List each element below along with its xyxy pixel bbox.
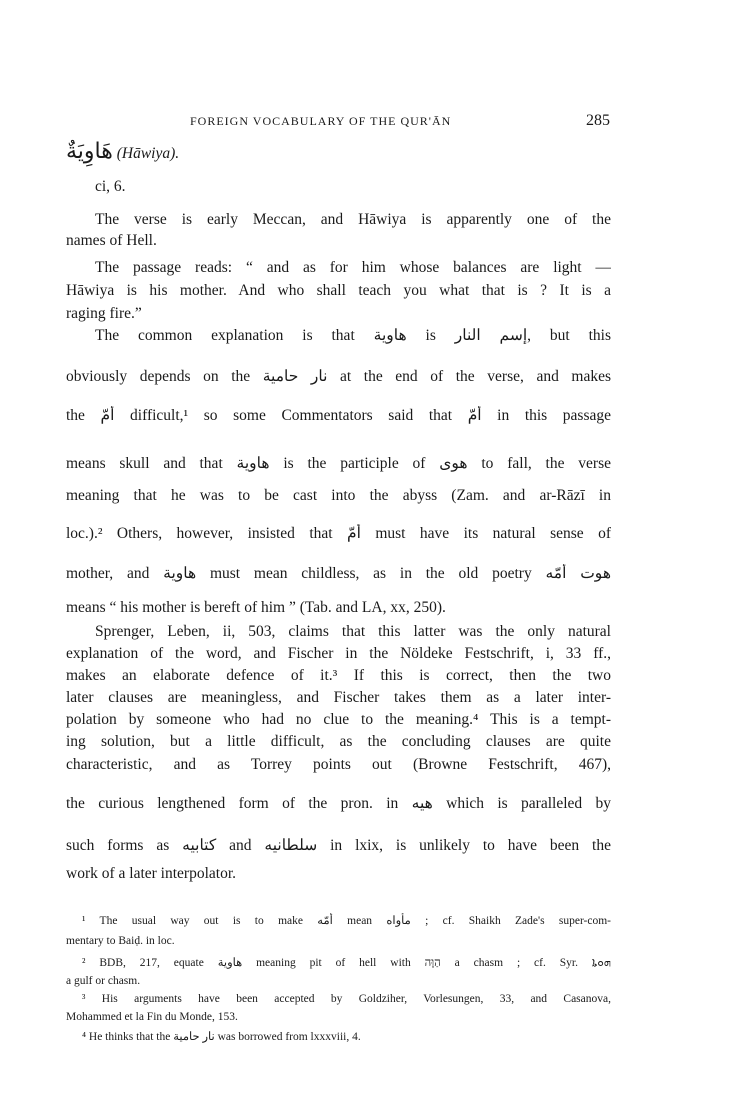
body-line-13: means “ his mother is bereft of him ” (Tab. and LA, xx, 250). (66, 599, 446, 616)
footnote-3-line-2: Mohammed et la Fin du Monde, 153. (66, 1011, 238, 1023)
body-line-12: mother, and هاوية must mean childless, as in the old poetry هوت أمّه (66, 565, 611, 582)
footnote-2-line-1: ² BDB, 217, equate هاوية meaning pit of hell with הַוָּה a chasm ; cf. Syr. ܗܘܬܐ (82, 957, 611, 969)
body-line-2: names of Hell. (66, 232, 157, 249)
entry-reference: ci, 6. (95, 178, 126, 195)
body-line-21: the curious lengthened form of the pron. in هيه which is paralleled by (66, 795, 611, 812)
footnote-3-line-1: ³ His arguments have been accepted by Goldziher, Vorlesungen, 33, and Casanova, (82, 993, 611, 1005)
entry-arabic-word: هَاوِيَةٌ (66, 139, 113, 164)
body-line-8: the أمّ difficult,¹ so some Commentators said that أمّ in this passage (66, 407, 611, 424)
footnote-2-line-2: a gulf or chasm. (66, 975, 141, 987)
body-line-6: The common explanation is that هاوية is إسم النار, but this (95, 327, 611, 344)
body-line-5: raging fire.” (66, 305, 142, 322)
body-line-14: Sprenger, Leben, ii, 503, claims that this latter was the only natural (95, 623, 611, 640)
body-line-4: Hāwiya is his mother. And who shall teach you what that is ? It is a (66, 282, 611, 299)
body-line-17: later clauses are meaningless, and Fischer takes them as a later inter- (66, 689, 611, 706)
body-line-10: meaning that he was to be cast into the abyss (Zam. and ar-Rāzī in (66, 487, 611, 504)
footnote-1-line-2: mentary to Baiḍ. in loc. (66, 935, 175, 947)
page-header (190, 112, 610, 132)
body-line-22: such forms as كتابيه and سلطانيه in lxix, is unlikely to have been the (66, 837, 611, 854)
body-line-23: work of a later interpolator. (66, 865, 237, 882)
footnote-4-line-1: ⁴ He thinks that the نار حامية was borrowed from lxxxviii, 4. (82, 1031, 361, 1043)
running-title: FOREIGN VOCABULARY OF THE QUR'ĀN (190, 114, 452, 128)
entry-transliteration: (Hāwiya). (116, 145, 180, 162)
entry-heading (66, 139, 611, 164)
body-line-16: makes an elaborate defence of it.³ If this is correct, then the two (66, 667, 611, 684)
body-line-11: loc.).² Others, however, insisted that أمّ must have its natural sense of (66, 525, 611, 542)
body-line-19: ing solution, but a little difficult, as the concluding clauses are quite (66, 733, 611, 750)
body-line-9: means skull and that هاوية is the participle of هوى to fall, the verse (66, 455, 611, 472)
body-line-15: explanation of the word, and Fischer in the Nöldeke Festschrift, i, 33 ff., (66, 645, 611, 662)
body-line-3: The passage reads: “ and as for him whose balances are light — (95, 259, 611, 276)
body-line-18: polation by someone who had no clue to the meaning.⁴ This is a tempt- (66, 711, 611, 728)
body-line-7: obviously depends on the نار حامية at the end of the verse, and makes (66, 368, 611, 385)
body-line-1: The verse is early Meccan, and Hāwiya is apparently one of the (95, 211, 611, 228)
footnote-1-line-1: ¹ The usual way out is to make أمّه mean مأواه ; cf. Shaikh Zade's super-com- (82, 915, 611, 927)
body-line-20: characteristic, and as Torrey points out (Browne Festschrift, 467), (66, 756, 611, 773)
page-number: 285 (586, 112, 610, 129)
